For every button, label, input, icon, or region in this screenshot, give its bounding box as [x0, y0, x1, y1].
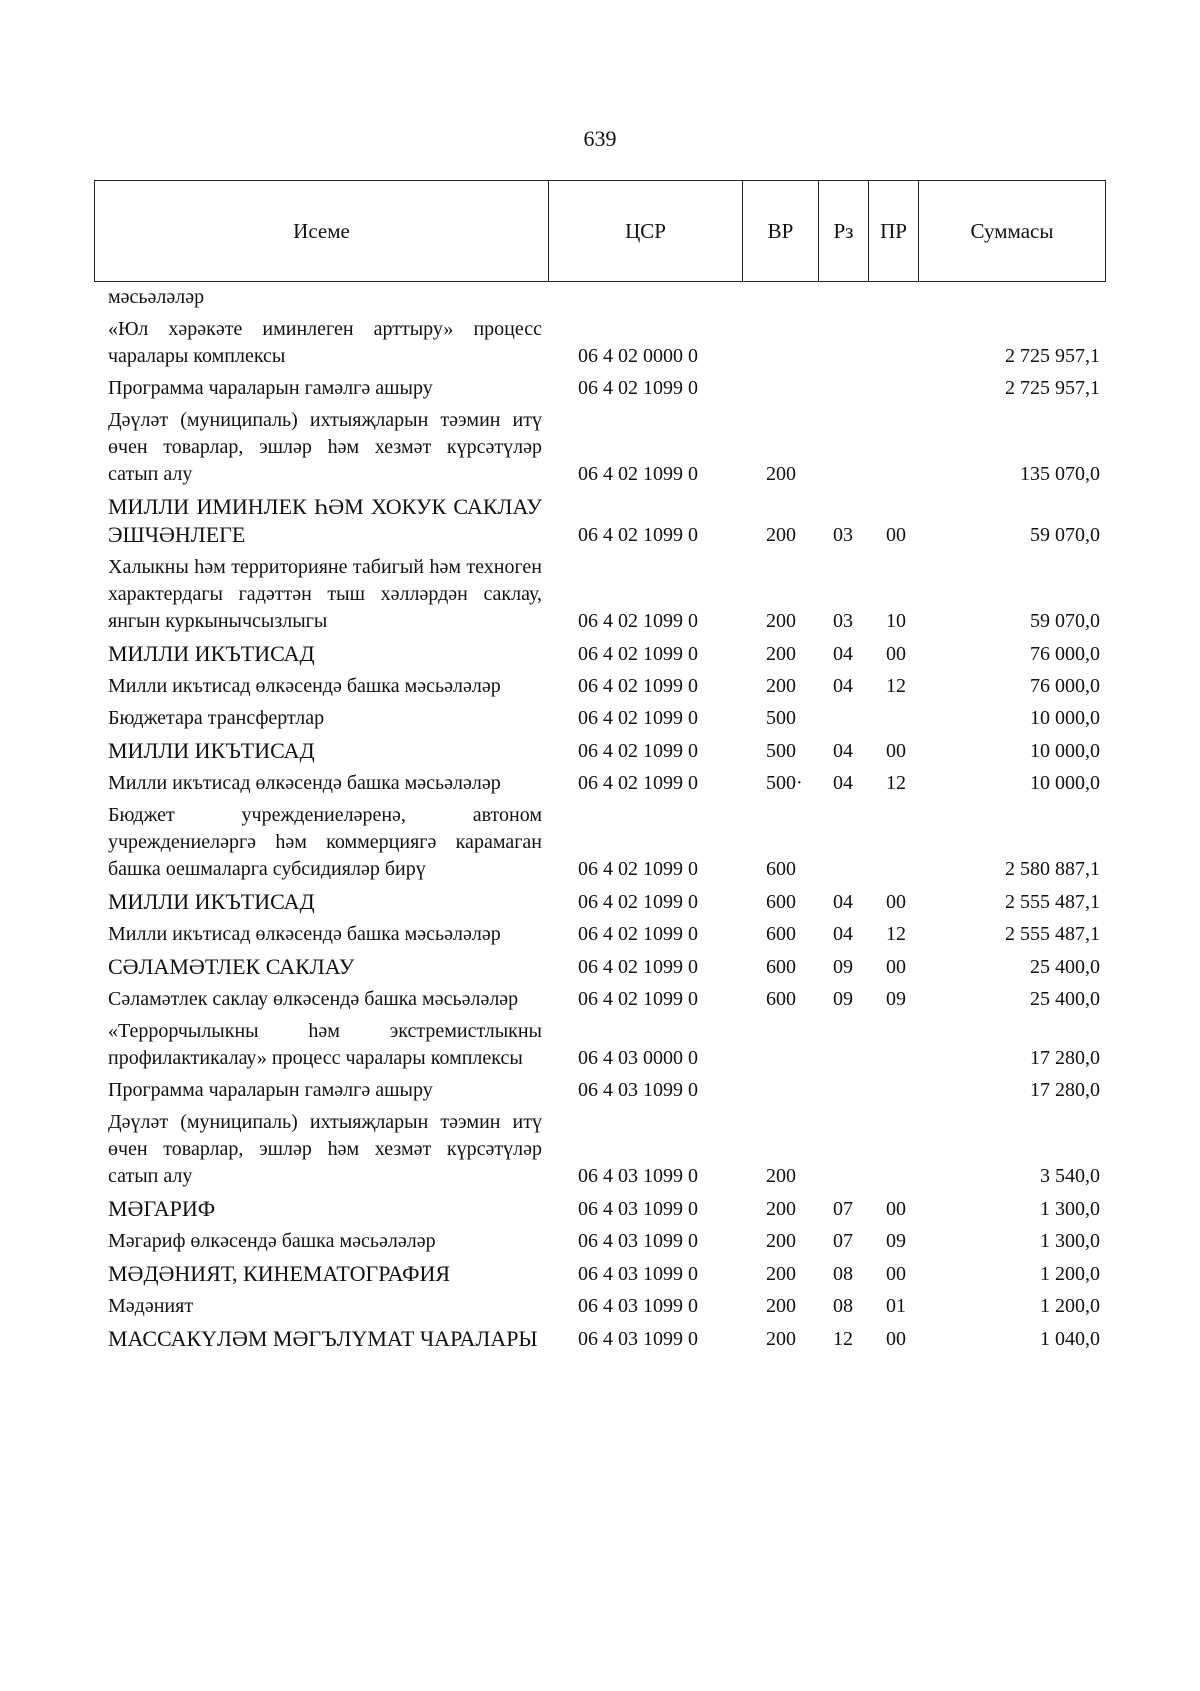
row-rz: 08	[833, 1295, 853, 1317]
row-vr: 200	[766, 524, 796, 546]
table-row	[108, 986, 1100, 1013]
header-vr: ВР	[743, 181, 819, 281]
row-name: МИЛЛИ ИМИНЛЕК ҺӘМ ХОКУК САКЛАУ ЭШЧӘНЛЕГЕ	[108, 494, 542, 547]
table-row	[108, 316, 1100, 370]
row-pr: 00	[886, 956, 906, 978]
row-csr: 06 4 03 1099 0	[578, 1198, 698, 1220]
row-csr: 06 4 02 1099 0	[578, 643, 698, 665]
row-vr: 600	[766, 956, 796, 978]
row-pr: 00	[886, 524, 906, 546]
row-name: Дәүләт (муниципаль) ихтыяҗларын тәэмин итү өчен товарлар, эшләр һәм хезмәт күрсәтүләр сатып алу	[108, 1111, 542, 1187]
row-sum: 1 300,0	[1040, 1230, 1100, 1252]
row-pr: 00	[886, 1198, 906, 1220]
row-rz: 09	[833, 956, 853, 978]
row-name: Милли икътисад өлкәсендә башка мәсьәләләр	[108, 675, 501, 697]
row-name: МИЛЛИ ИКЪТИСАД	[108, 641, 315, 666]
row-csr: 06 4 02 1099 0	[578, 923, 698, 945]
row-pr: 00	[886, 643, 906, 665]
row-sum: 2 580 887,1	[1005, 858, 1100, 880]
row-rz: 12	[833, 1328, 853, 1350]
row-csr: 06 4 02 1099 0	[578, 772, 698, 794]
row-vr: 500	[766, 707, 796, 729]
row-sum: 2 725 957,1	[1005, 377, 1100, 399]
row-rz: 03	[833, 524, 853, 546]
row-vr: 200	[766, 1165, 796, 1187]
row-pr: 12	[886, 772, 906, 794]
row-sum: 10 000,0	[1030, 772, 1100, 794]
header-pr: ПР	[869, 181, 919, 281]
row-vr: 200	[766, 1198, 796, 1220]
row-sum: 1 200,0	[1040, 1263, 1100, 1285]
row-name: Бюджет учреждениеләренә, автоном учреждениеләргә һәм коммерциягә карамаган башка оешмаларга субсидияләр бирү	[108, 804, 542, 880]
header-name: Исеме	[95, 181, 549, 281]
row-pr: 09	[886, 988, 906, 1010]
row-sum: 10 000,0	[1030, 707, 1100, 729]
table-row	[108, 1293, 1100, 1320]
row-pr: 00	[886, 891, 906, 913]
row-rz: 03	[833, 610, 853, 632]
row-pr: 00	[886, 740, 906, 762]
table-row	[108, 953, 1100, 981]
row-vr: 200	[766, 1230, 796, 1252]
row-csr: 06 4 03 1099 0	[578, 1165, 698, 1187]
table-row	[108, 1077, 1100, 1104]
row-csr: 06 4 02 1099 0	[578, 524, 698, 546]
row-sum: 2 555 487,1	[1005, 923, 1100, 945]
row-rz: 04	[833, 923, 853, 945]
row-sum: 1 040,0	[1040, 1328, 1100, 1350]
row-sum: 1 300,0	[1040, 1198, 1100, 1220]
row-name: Программа чараларын гамәлгә ашыру	[108, 1079, 433, 1101]
row-sum: 17 280,0	[1030, 1047, 1100, 1069]
row-vr: 200	[766, 643, 796, 665]
row-csr: 06 4 02 1099 0	[578, 377, 698, 399]
row-csr: 06 4 02 1099 0	[578, 675, 698, 697]
row-csr: 06 4 02 1099 0	[578, 858, 698, 880]
row-sum: 59 070,0	[1030, 610, 1100, 632]
table-row	[108, 407, 1100, 488]
table-row	[108, 737, 1100, 765]
row-sum: 135 070,0	[1020, 463, 1100, 485]
table-row	[108, 1195, 1100, 1223]
row-vr: 200	[766, 463, 796, 485]
row-csr: 06 4 02 1099 0	[578, 988, 698, 1010]
table-row	[108, 888, 1100, 916]
row-name: Бюджетара трансфертлар	[108, 707, 325, 729]
row-vr: 200	[766, 675, 796, 697]
row-vr: 200	[766, 1328, 796, 1350]
row-rz: 04	[833, 740, 853, 762]
row-csr: 06 4 02 1099 0	[578, 740, 698, 762]
row-csr: 06 4 02 1099 0	[578, 610, 698, 632]
row-sum: 2 725 957,1	[1005, 345, 1100, 367]
row-pr: 12	[886, 675, 906, 697]
row-name: Сәламәтлек саклау өлкәсендә башка мәсьәләләр	[108, 988, 519, 1010]
table-row	[108, 1018, 1100, 1072]
row-name: МӘДӘНИЯТ, КИНЕМАТОГРАФИЯ	[108, 1261, 451, 1286]
row-pr: 09	[886, 1230, 906, 1252]
header-csr: ЦСР	[549, 181, 743, 281]
row-name: Мәдәният	[108, 1295, 194, 1317]
row-rz: 08	[833, 1263, 853, 1285]
row-name: МӘГАРИФ	[108, 1196, 216, 1221]
row-pr: 12	[886, 923, 906, 945]
table-body	[108, 284, 1100, 1353]
table-row	[108, 705, 1100, 732]
table-row	[108, 1260, 1100, 1288]
table-row	[108, 554, 1100, 635]
row-sum: 10 000,0	[1030, 740, 1100, 762]
row-vr: 500·	[766, 772, 803, 794]
header-sum: Суммасы	[970, 218, 1054, 243]
page-number: 639	[583, 126, 617, 151]
table-row	[108, 284, 1100, 311]
row-rz: 07	[833, 1230, 853, 1252]
row-pr: 10	[886, 610, 906, 632]
table-row	[108, 770, 1100, 797]
table-row	[108, 1325, 1100, 1353]
row-csr: 06 4 02 0000 0	[578, 345, 698, 367]
row-sum: 1 200,0	[1040, 1295, 1100, 1317]
row-name: Мәгариф өлкәсендә башка мәсьәләләр	[108, 1230, 436, 1252]
row-rz: 04	[833, 891, 853, 913]
row-csr: 06 4 03 0000 0	[578, 1047, 698, 1069]
row-rz: 07	[833, 1198, 853, 1220]
table-row	[108, 1228, 1100, 1255]
row-sum: 76 000,0	[1030, 675, 1100, 697]
table-row	[108, 921, 1100, 948]
row-name: Программа чараларын гамәлгә ашыру	[108, 377, 433, 399]
row-vr: 600	[766, 923, 796, 945]
row-name: МИЛЛИ ИКЪТИСАД	[108, 889, 315, 914]
row-vr: 200	[766, 1295, 796, 1317]
row-name: Милли икътисад өлкәсендә башка мәсьәләләр	[108, 923, 501, 945]
row-csr: 06 4 02 1099 0	[578, 891, 698, 913]
row-rz: 04	[833, 772, 853, 794]
row-sum: 3 540,0	[1040, 1165, 1100, 1187]
row-pr: 01	[886, 1295, 906, 1317]
row-vr: 200	[766, 610, 796, 632]
row-name: «Юл хәрәкәте иминлеген арттыру» процесс чаралары комплексы	[108, 318, 542, 367]
row-rz: 09	[833, 988, 853, 1010]
table-row	[108, 375, 1100, 402]
row-csr: 06 4 02 1099 0	[578, 463, 698, 485]
table-row	[108, 802, 1100, 883]
row-sum: 25 400,0	[1030, 956, 1100, 978]
row-sum: 59 070,0	[1030, 524, 1100, 546]
row-csr: 06 4 03 1099 0	[578, 1295, 698, 1317]
row-pr: 00	[886, 1263, 906, 1285]
row-name: Дәүләт (муниципаль) ихтыяҗларын тәэмин итү өчен товарлар, эшләр һәм хезмәт күрсәтүләр сатып алу	[108, 409, 542, 485]
row-rz: 04	[833, 643, 853, 665]
row-name: МАССАКҮЛӘМ МӘГЪЛҮМАТ ЧАРАЛАРЫ	[108, 1326, 538, 1351]
row-name: СӘЛАМӘТЛЕК САКЛАУ	[108, 954, 355, 979]
table-header	[94, 180, 1106, 282]
row-vr: 600	[766, 891, 796, 913]
row-csr: 06 4 03 1099 0	[578, 1328, 698, 1350]
table-row	[108, 673, 1100, 700]
row-pr: 00	[886, 1328, 906, 1350]
row-vr: 200	[766, 1263, 796, 1285]
row-name: Милли икътисад өлкәсендә башка мәсьәләләр	[108, 772, 501, 794]
row-csr: 06 4 02 1099 0	[578, 707, 698, 729]
row-vr: 600	[766, 988, 796, 1010]
row-csr: 06 4 02 1099 0	[578, 956, 698, 978]
row-sum: 2 555 487,1	[1005, 891, 1100, 913]
table-row	[108, 640, 1100, 668]
row-rz: 04	[833, 675, 853, 697]
row-name: Халыкны һәм территорияне табигый һәм техноген характердагы гадәттән тыш хәлләрдән саклау, янгын куркынычсызлыгы	[108, 556, 542, 632]
table-row	[108, 1109, 1100, 1190]
header-rz: Рз	[819, 181, 869, 281]
row-csr: 06 4 03 1099 0	[578, 1079, 698, 1101]
row-csr: 06 4 03 1099 0	[578, 1263, 698, 1285]
row-sum: 76 000,0	[1030, 643, 1100, 665]
row-csr: 06 4 03 1099 0	[578, 1230, 698, 1252]
row-name: МИЛЛИ ИКЪТИСАД	[108, 738, 315, 763]
row-vr: 600	[766, 858, 796, 880]
table-row	[108, 493, 1100, 549]
row-vr: 500	[766, 740, 796, 762]
row-name: «Террорчылыкны һәм экстремистлыкны профилактикалау» процесс чаралары комплексы	[108, 1020, 542, 1069]
row-sum: 17 280,0	[1030, 1079, 1100, 1101]
row-name: мәсьәләләр	[108, 286, 205, 308]
row-sum: 25 400,0	[1030, 988, 1100, 1010]
